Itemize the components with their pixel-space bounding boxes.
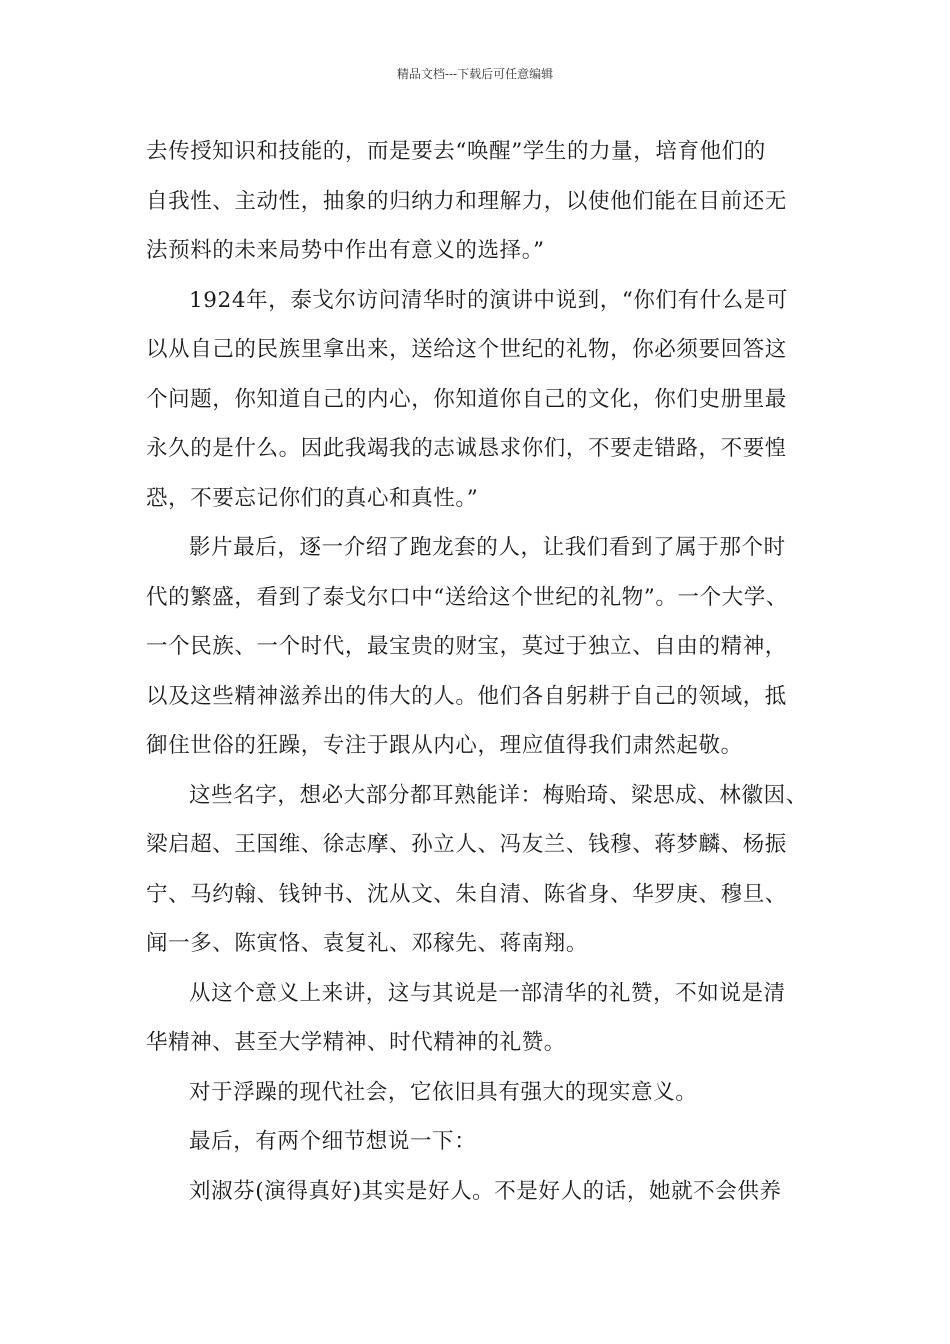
- paragraph-first-line: 这些名字，想必大部分都耳熟能详：梅贻琦、梁思成、林徽因、: [189, 782, 808, 808]
- text-line: 御住世俗的狂躁，专注于跟从内心，理应值得我们肃然起敬。: [146, 733, 743, 758]
- paragraph-first-line: 从这个意义上来讲，这与其说是一部清华的礼赞，不如说是清: [189, 980, 786, 1006]
- text-line: 法预料的未来局势中作出有意义的选择。”: [146, 238, 545, 263]
- text-line: 个问题，你知道自己的内心，你知道你自己的文化，你们史册里最: [146, 386, 787, 412]
- paragraph-first-line: 对于浮躁的现代社会，它依旧具有强大的现实意义。: [189, 1079, 698, 1105]
- document-body: [146, 132, 810, 1221]
- text-line: 闻一多、陈寅恪、袁复礼、邓稼先、蒋南翔。: [146, 931, 589, 956]
- text-line: 宁、马约翰、钱钟书、沈从文、朱自清、陈省身、华罗庚、穆旦、: [146, 881, 787, 907]
- page-header: 精品文档---下载后可任意编辑: [396, 67, 554, 81]
- text-line: 永久的是什么。因此我竭我的志诚恳求你们，不要走错路，不要惶: [146, 436, 787, 461]
- text-line: 恐，不要忘记你们的真心和真性。”: [146, 485, 479, 511]
- paragraph-first-line: 影片最后，逐一介绍了跑龙套的人，让我们看到了属于那个时: [189, 535, 786, 560]
- text-line: 梁启超、王国维、徐志摩、孙立人、冯友兰、钱穆、蒋梦麟、杨振: [146, 832, 787, 857]
- text-line: 一个民族、一个时代，最宝贵的财宝，莫过于独立、自由的精神，: [146, 634, 787, 659]
- text-line: 以及这些精神滋养出的伟大的人。他们各自躬耕于自己的领域，抵: [146, 683, 787, 709]
- text-line: 去传授知识和技能的，而是要去“唤醒”学生的力量，培育他们的: [146, 139, 766, 164]
- text-line: 以从自己的民族里拿出来，送给这个世纪的礼物，你必须要回答这: [146, 337, 787, 362]
- paragraph-first-line: 最后，有两个细节想说一下：: [189, 1129, 477, 1154]
- paragraph-first-line: 1924年，泰戈尔访问清华时的演讲中说到，“你们有什么是可: [189, 287, 789, 313]
- text-line: 华精神、甚至大学精神、时代精神的礼赞。: [146, 1030, 566, 1055]
- paragraph-first-line: 刘淑芬(演得真好)其实是好人。不是好人的话，她就不会供养: [189, 1178, 782, 1204]
- text-line: 代的繁盛，看到了泰戈尔口中“送给这个世纪的礼物”。一个大学、: [146, 584, 788, 610]
- text-line: 自我性、主动性，抽象的归纳力和理解力，以使他们能在目前还无: [146, 188, 787, 214]
